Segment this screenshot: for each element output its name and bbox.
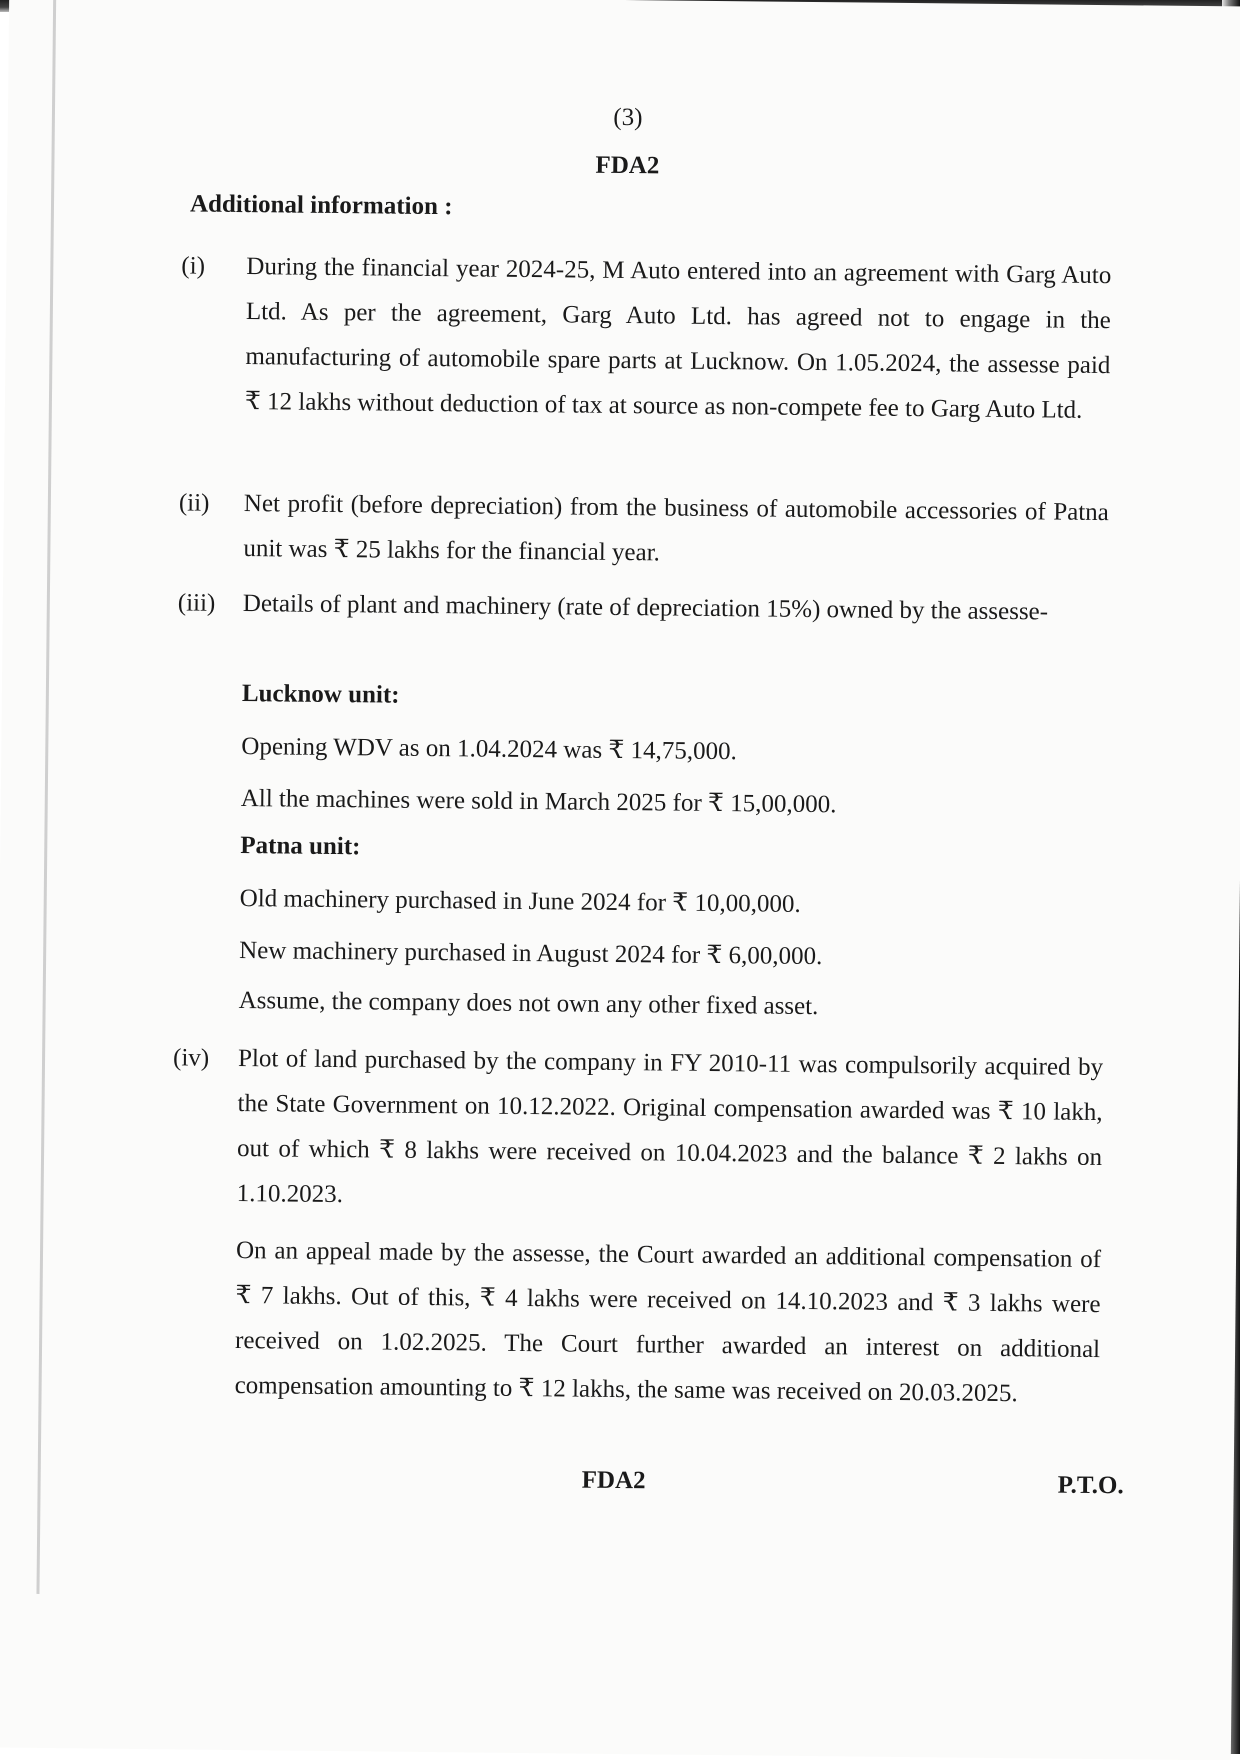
info-item-3 — [178, 580, 1108, 635]
item-label: (i) — [181, 252, 206, 280]
patna-line-3: Assume, the company does not own any other fixed asset. — [238, 987, 819, 1021]
lucknow-line-1: Opening WDV as on 1.04.2024 was ₹ 14,75,000. — [241, 733, 737, 766]
item-text: Plot of land purchased by the company in FY 2010-11 was compulsorily acquired by the State Government on 10.12.2022. Original compensation awarded was ₹ 10 lakh, out of which ₹ 8 lakhs were received on 10.04.2023 and the balance ₹ 2 lakhs on 1.10.2023. — [236, 1045, 1104, 1209]
item-text: Details of plant and machinery (rate of depreciation 15%) owned by the assesse- — [242, 590, 1049, 626]
lucknow-unit-heading: Lucknow unit: — [241, 680, 400, 709]
info-item-4 — [169, 1035, 1103, 1417]
info-item-1 — [180, 243, 1112, 433]
item-text: During the financial year 2024-25, M Auto entered into an agreement with Garg Auto Ltd. As per the agreement, Garg Auto Ltd. has agreed not to engage in the manufacturing of automobile spare parts at Lucknow. On 1.05.2024, the assesse paid ₹ 12 lakhs without deduction of tax at source as non-compete fee to Garg Auto Ltd. — [244, 253, 1112, 424]
patna-line-1: Old machinery purchased in June 2024 for ₹ 10,00,000. — [239, 885, 801, 918]
item-label: (iii) — [177, 589, 216, 617]
item-text: Net profit (before depreciation) from the business of automobile accessories of Patna unit was ₹ 25 lakhs for the financial year. — [243, 490, 1109, 567]
patna-unit-heading: Patna unit: — [240, 832, 361, 861]
lucknow-line-2: All the machines were sold in March 2025 for ₹ 15,00,000. — [240, 785, 837, 819]
please-turn-over: P.T.O. — [1057, 1471, 1124, 1500]
patna-line-2: New machinery purchased in August 2024 for ₹ 6,00,000. — [239, 937, 823, 971]
page-number: (3) — [613, 103, 643, 132]
item-text-continued: On an appeal made by the assesse, the Court awarded an additional compensation of ₹ 7 lakhs. Out of this, ₹ 4 lakhs were received on 14.10.2023 and ₹ 3 lakhs were received on 1.02.2025. The Court further awarded an interest on additional compensation amounting to ₹ 12 lakhs, the same was received on 20.03.2025. — [234, 1237, 1102, 1408]
item-label: (ii) — [178, 489, 210, 517]
item-label: (iv) — [172, 1044, 210, 1072]
section-heading: Additional information : — [189, 190, 453, 221]
paper-code-top: FDA2 — [595, 151, 660, 180]
scan-edge-left — [36, 0, 56, 1594]
info-item-2 — [178, 480, 1109, 580]
paper-code-bottom: FDA2 — [581, 1466, 646, 1495]
